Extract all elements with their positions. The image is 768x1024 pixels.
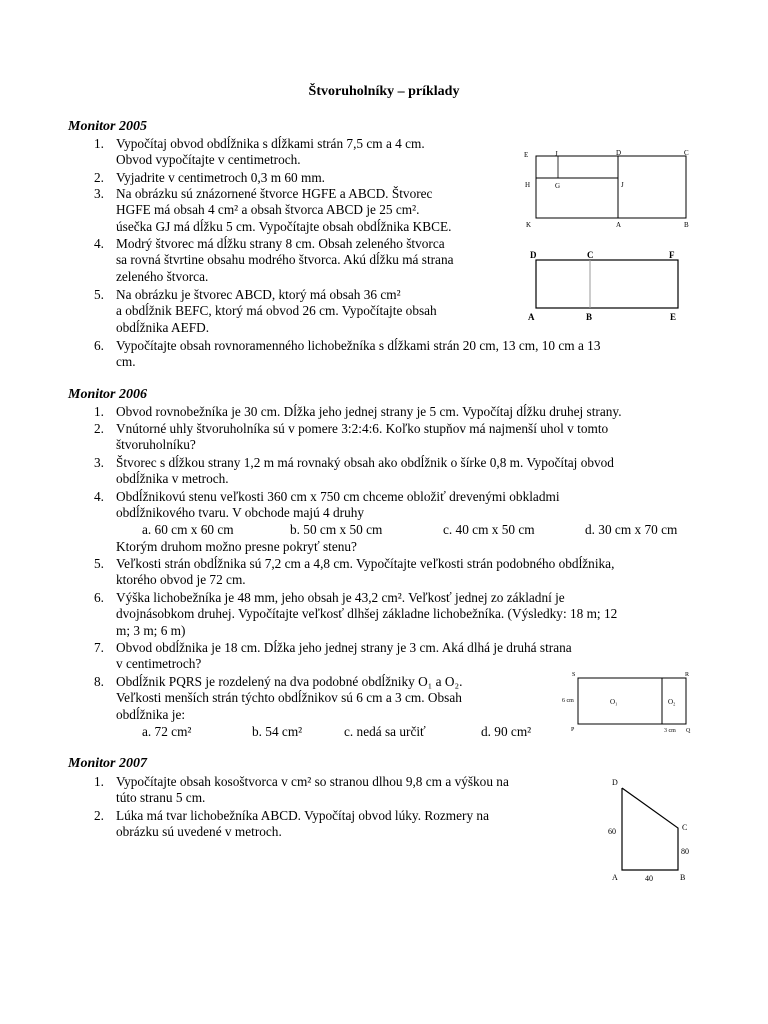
fig1-label-h: H xyxy=(525,181,531,189)
fig4-label-40: 40 xyxy=(645,874,653,883)
fig1-label-e: E xyxy=(524,151,529,159)
figure-squares-abcd xyxy=(520,148,698,232)
fig3-label-p: P xyxy=(571,727,575,733)
worksheet-page: Štvoruholníky – príklady Monitor 2005 1. Vypočítaj obvod obdĺžnika s dĺžkami strán 7,5 cm a 4 cm. Obvod vypočítajte v centimetroch. 2. Vyjadrite v centimetroch 0,3 m 60 mm. 3. Na obrázku sú znázornené štvorce HGFE a ABCD. Štvorec HGFE má obsah 4 cm² a obsah štvorca ABCD je 25 cm². úsečka GJ má dĺžku 5 cm. Vypočítajte obsah obdĺžnika KBCE. 4. Modrý štvorec má dĺžku strany 8 cm. Obsah zeleného štvorca sa rovná štvrtine obsahu modrého štvorca. Akú dĺžku má strana zeleného štvorca. 5. Na obrázku je štvorec ABCD, ktorý má obsah 36 cm² a obdĺžnik BEFC, ktorý má obvod 26 cm. Vypočítajte obsah obdĺžnika AEFD. 6. Vypočítajte obsah rovnoramenného lichobežníka s dĺžkami strán 20 cm, 13 cm, 10 cm a 13 cm. E J D C H G J K A B D C F A B E Monitor 2006 1. Obvod rovnobežníka je 30 cm. Dĺžka jeho jednej strany je 5 cm. Vypočítaj dĺžku druhej strany. 2. Vnútorné uhly štvoruholníka sú v pomere 3:2:4:6. Koľko stupňov má najmenší uhol v tomto štvoruholníku? 3. Štvorec s dĺžkou strany 1,2 m má rovnaký obsah ako obdĺžnik o šírke 0,8 m. Vypočítaj obvod obdĺžnika v metroch. 4. Obdĺžnikovú stenu veľkosti 360 cm x 750 cm chceme obložiť drevenými obkladmi obdĺžnikového tvaru. V obchode majú 4 druhy a. 60 cm x 60 cm b. 50 cm x 50 cm c. 40 cm x 50 cm d. 30 cm x 70 cm Ktorým druhom možno presne pokryť stenu? 5. Veľkosti strán obdĺžnika sú 7,2 cm a 4,8 cm. Vypočítajte veľkosti strán podobného obdĺžnika, ktorého obvod je 72 cm. 6. Výška lichobežníka je 48 mm, jeho obsah je 43,2 cm². Veľkosť jednej zo základní je dvojnásobkom druhej. Vypočítajte veľkosť dlhšej základne lichobežníka. (Výsledky: 18 m; 12 m; 3 m; 6 m) 7. Obvod obdĺžnika je 18 cm. Dĺžka jeho jednej strany je 3 cm. Aká dlhá je druhá strana v centimetroch? 8. Obdĺžnik PQRS je rozdelený na dva podobné obdĺžniky O₁ a O₂. Veľkosti menších strán týchto obdĺžnikov sú 6 cm a 3 cm. Obsah obdĺžnika je: a. 72 cm² b. 54 cm² c. nedá sa určiť d. 90 cm² S R 6 cm O₁ O₂ P 3 cm Q Monitor 2007 1. Vypočítajte obsah kosoštvorca v cm² so stranou dlhou 9,8 cm a výškou na túto stranu 5 cm. 2. Lúka má tvar lichobežníka ABCD. Vypočítaj obvod lúky. Rozmery na obrázku sú uvedené v metroch. D C 60 80 A 40 B xyxy=(0,0,768,1024)
section-heading-2005: Monitor 2005 xyxy=(68,119,147,134)
fig3-label-6cm: 6 cm xyxy=(562,698,574,704)
figure-trapezoid-abcd xyxy=(600,772,700,886)
option-2006-4-a[interactable]: a. 60 cm x 60 cm xyxy=(142,522,234,537)
fig3-label-3cm: 3 cm xyxy=(664,728,676,734)
fig4-label-a: A xyxy=(612,873,618,882)
fig2-label-f: F xyxy=(669,250,675,260)
fig4-label-60: 60 xyxy=(608,827,616,836)
fig3-label-r: R xyxy=(685,672,690,678)
option-2006-8-a[interactable]: a. 72 cm² xyxy=(142,724,192,739)
fig4-label-b: B xyxy=(680,873,686,882)
fig2-label-c: C xyxy=(587,250,594,260)
option-2006-4-c[interactable]: c. 40 cm x 50 cm xyxy=(443,522,535,537)
fig1-label-b: B xyxy=(684,221,689,229)
section-heading-2006: Monitor 2006 xyxy=(68,387,147,402)
fig1-label-c: C xyxy=(684,149,689,157)
option-2006-4-d[interactable]: d. 30 cm x 70 cm xyxy=(585,522,678,537)
fig2-label-a: A xyxy=(528,312,535,322)
fig3-label-q: Q xyxy=(686,728,691,734)
option-2006-4-b[interactable]: b. 50 cm x 50 cm xyxy=(290,522,383,537)
fig1-label-k: K xyxy=(526,221,532,229)
fig1-label-d: D xyxy=(616,149,622,157)
fig1-label-j: J xyxy=(621,181,624,189)
fig1-label-g: G xyxy=(555,182,561,190)
fig4-label-80: 80 xyxy=(681,847,689,856)
option-2006-8-c[interactable]: c. nedá sa určiť xyxy=(344,724,426,739)
fig2-label-e: E xyxy=(670,312,677,322)
fig4-label-d: D xyxy=(612,778,618,787)
fig2-label-d: D xyxy=(530,250,537,260)
fig4-label-c: C xyxy=(682,823,688,832)
fig3-label-o2: O₂ xyxy=(668,698,676,706)
section-heading-2007: Monitor 2007 xyxy=(68,756,147,771)
figure-rectangle-pqrs xyxy=(560,668,700,736)
fig1-label-a: A xyxy=(616,221,622,229)
option-2006-8-d[interactable]: d. 90 cm² xyxy=(481,724,532,739)
option-2006-8-b[interactable]: b. 54 cm² xyxy=(252,724,303,739)
fig3-label-o1: O₁ xyxy=(610,698,618,706)
page-title: Štvoruholníky – príklady xyxy=(308,84,460,99)
figure-rectangle-aefd xyxy=(524,248,690,324)
fig2-label-b: B xyxy=(586,312,593,322)
fig3-label-s: S xyxy=(572,672,576,678)
fig1-label-j-top: J xyxy=(555,150,558,158)
